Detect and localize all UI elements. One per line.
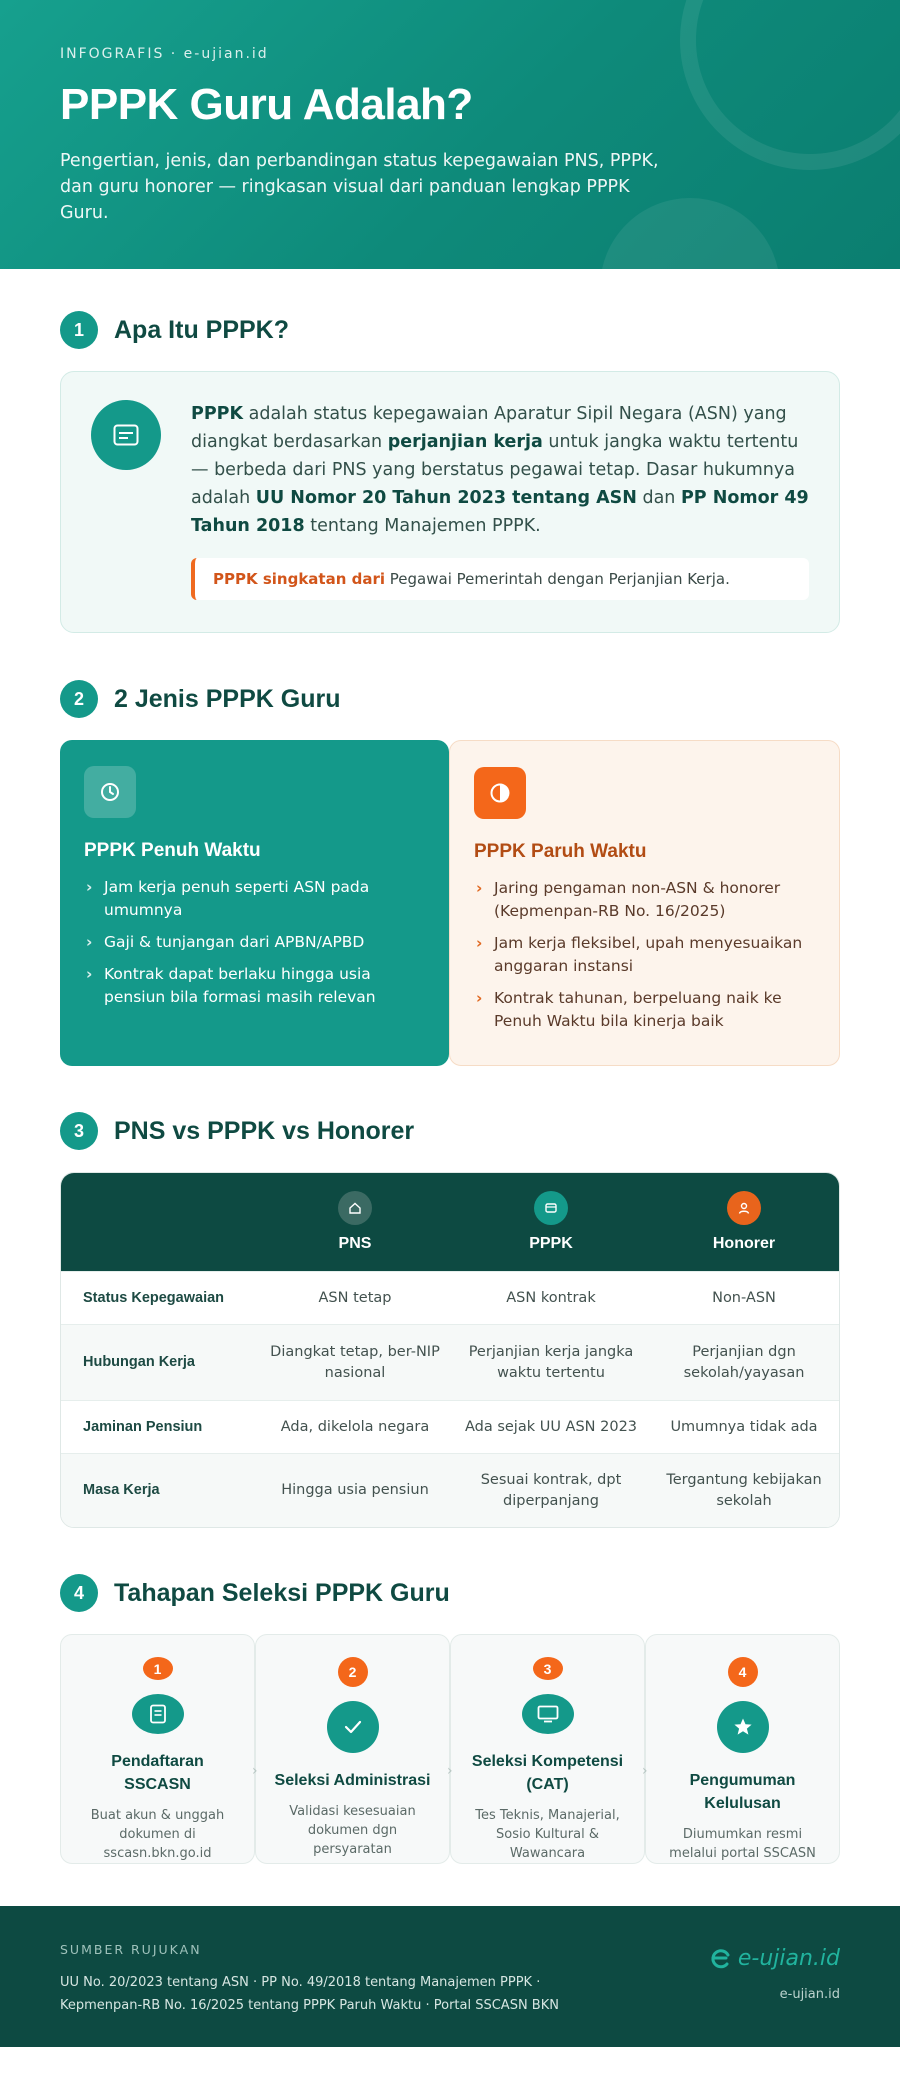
definition-card — [60, 371, 840, 633]
step-card — [447, 1634, 645, 1864]
step-card — [642, 1634, 840, 1864]
step-title: Seleksi Administrasi — [274, 1772, 431, 1789]
type-card-full-time — [60, 740, 449, 1066]
definition-text — [191, 400, 809, 540]
step-number: 3 — [533, 1657, 563, 1680]
hero-banner — [0, 0, 900, 269]
term-uu-asn: UU Nomor 20 Tahun 2023 tentang ASN — [255, 488, 637, 508]
header-honorer — [649, 1173, 839, 1271]
section-title: PNS vs PPPK vs Honorer — [114, 1116, 415, 1145]
header-label: PPPK — [529, 1235, 573, 1252]
step-description: Tes Teknis, Manajerial, Sosio Kultural & Wawancara — [475, 1808, 620, 1861]
definition-part: untuk jangka waktu tertentu — berbeda dari PNS yang berstatus pegawai tetap. Dasar hukumnya adalah — [191, 432, 799, 508]
monitor-icon — [522, 1694, 574, 1734]
step-number: 1 — [143, 1657, 173, 1680]
note-label: PPPK singkatan dari — [213, 570, 386, 588]
half-circle-icon — [474, 767, 526, 819]
steps-row — [60, 1634, 840, 1864]
list-item: › Kontrak dapat berlaku hingga usia pensiun bila formasi masih relevan — [84, 963, 425, 1009]
cell-pns: Diangkat tetap, ber-NIP nasional — [270, 1343, 440, 1381]
table-row — [61, 1400, 839, 1453]
star-icon — [717, 1701, 769, 1753]
cell-honorer: Tergantung kebijakan sekolah — [666, 1471, 822, 1509]
table-row — [61, 1324, 839, 1400]
step-title: Seleksi Kompetensi (CAT) — [471, 1753, 624, 1793]
section-what-is-pppk — [0, 269, 900, 633]
step-card — [60, 1634, 255, 1864]
term-perjanjian-kerja: perjanjian kerja — [387, 432, 543, 452]
list-item: › Kontrak tahunan, berpeluang naik ke Penuh Waktu bila kinerja baik — [474, 987, 815, 1033]
cell-pppk: Perjanjian kerja jangka waktu tertentu — [468, 1343, 634, 1381]
definition-part: adalah status kepegawaian Aparatur Sipil Negara (ASN) yang diangkat berdasarkan — [191, 404, 787, 452]
check-icon — [327, 1701, 379, 1753]
page-title: PPPK Guru Adalah? — [60, 80, 473, 129]
table-row — [61, 1271, 839, 1324]
section-number: 4 — [60, 1574, 98, 1612]
section-title: Apa Itu PPPK? — [114, 315, 290, 344]
brand-logo[interactable] — [708, 1946, 840, 1971]
step-description: Validasi kesesuaian dokumen dgn persyaratan — [289, 1804, 416, 1857]
section-header — [60, 1112, 840, 1150]
section-header — [60, 311, 840, 349]
term-pp-49: PP Nomor 49 Tahun 2018 — [191, 488, 809, 536]
step-title: Pendaftaran SSCASN — [111, 1753, 204, 1793]
document-icon — [132, 1694, 184, 1734]
id-card-icon — [91, 400, 161, 470]
acronym-note — [191, 558, 809, 600]
hero-eyebrow: INFOGRAFIS · e-ujian.id — [60, 46, 269, 62]
row-label: Masa Kerja — [83, 1482, 160, 1498]
table-body — [61, 1271, 839, 1527]
cell-honorer: Non-ASN — [712, 1289, 776, 1306]
section-title: Tahapan Seleksi PPPK Guru — [114, 1578, 450, 1607]
section-selection-steps — [0, 1528, 900, 1864]
footer — [0, 1906, 900, 2047]
chevron-right-icon: › — [252, 1763, 258, 1779]
step-title: Pengumuman Kelulusan — [689, 1772, 796, 1812]
chevron-right-icon: › — [447, 1763, 453, 1779]
list-item: › Jam kerja penuh seperti ASN pada umumnya — [84, 876, 425, 922]
section-types — [0, 633, 900, 1066]
clock-icon — [84, 766, 136, 818]
section-comparison — [0, 1066, 900, 1528]
step-description: Diumumkan resmi melalui portal SSCASN — [669, 1827, 816, 1861]
step-card — [252, 1634, 450, 1864]
cell-pppk: ASN kontrak — [506, 1289, 596, 1306]
logo-mark-icon — [708, 1947, 734, 1971]
header-label: Honorer — [712, 1235, 776, 1252]
type-title: PPPK Penuh Waktu — [84, 840, 261, 861]
type-card-part-time — [449, 740, 840, 1066]
section-title: 2 Jenis PPPK Guru — [114, 684, 341, 713]
table-header — [61, 1173, 839, 1271]
list-item: › Gaji & tunjangan dari APBN/APBD — [84, 931, 425, 954]
row-label: Status Kepegawaian — [83, 1289, 225, 1306]
home-icon — [338, 1191, 372, 1225]
definition-part: dan — [636, 488, 681, 508]
cell-pns: Ada, dikelola negara — [280, 1418, 430, 1435]
cell-pppk: Sesuai kontrak, dpt diperpanjang — [480, 1471, 622, 1509]
logo-text: e-ujian.id — [737, 1946, 840, 1971]
cell-pns: ASN tetap — [318, 1289, 392, 1306]
section-number: 3 — [60, 1112, 98, 1150]
chevron-right-icon: › — [642, 1763, 648, 1779]
comparison-table — [60, 1172, 840, 1528]
section-number: 2 — [60, 680, 98, 718]
cell-honorer: Perjanjian dgn sekolah/yayasan — [683, 1343, 805, 1381]
row-label: Hubungan Kerja — [83, 1354, 195, 1370]
definition-part: tentang Manajemen PPPK. — [304, 516, 541, 536]
note-text: Pegawai Pemerintah dengan Perjanjian Kerja. — [385, 570, 730, 588]
list-item: › Jaring pengaman non-ASN & honorer (Kepmenpan-RB No. 16/2025) — [474, 877, 815, 923]
site-url[interactable]: e-ujian.id — [779, 1987, 840, 2002]
person-icon — [727, 1191, 761, 1225]
types-grid — [60, 740, 840, 1066]
cell-pppk: Ada sejak UU ASN 2023 — [464, 1418, 638, 1435]
step-number: 4 — [728, 1657, 758, 1687]
section-header — [60, 680, 840, 718]
sources-label: SUMBER RUJUKAN — [60, 1942, 202, 1957]
section-header — [60, 1574, 840, 1612]
section-number: 1 — [60, 311, 98, 349]
cell-honorer: Umumnya tidak ada — [670, 1418, 818, 1435]
step-description: Buat akun & unggah dokumen di sscasn.bkn.go.id — [90, 1808, 225, 1861]
cell-pns: Hingga usia pensiun — [281, 1482, 429, 1498]
type-list — [474, 877, 815, 1033]
type-list — [84, 876, 425, 1009]
term-pppk: PPPK — [191, 404, 244, 424]
list-item: › Jam kerja fleksibel, upah menyesuaikan anggaran instansi — [474, 932, 815, 978]
brand — [708, 1946, 840, 2002]
header-label: PNS — [338, 1235, 372, 1252]
header-blank — [61, 1173, 257, 1271]
decorative-ring — [680, 0, 900, 170]
row-label: Jaminan Pensiun — [83, 1418, 203, 1435]
table-row — [61, 1453, 839, 1527]
header-pppk — [453, 1173, 649, 1271]
sources-text: UU No. 20/2023 tentang ASN · PP No. 49/2018 tentang Manajemen PPPK · Kepmenpan-RB No. 16/2025 tentang PPPK Paruh Waktu · Portal SSCASN BKN — [60, 1975, 559, 2013]
type-title: PPPK Paruh Waktu — [474, 841, 647, 862]
card-icon — [534, 1191, 568, 1225]
header-pns — [257, 1173, 453, 1271]
hero-subtitle: Pengertian, jenis, dan perbandingan status kepegawaian PNS, PPPK, dan guru honorer — ringkasan visual dari panduan lengkap PPPK Guru. — [60, 151, 659, 223]
step-number: 2 — [338, 1657, 368, 1687]
